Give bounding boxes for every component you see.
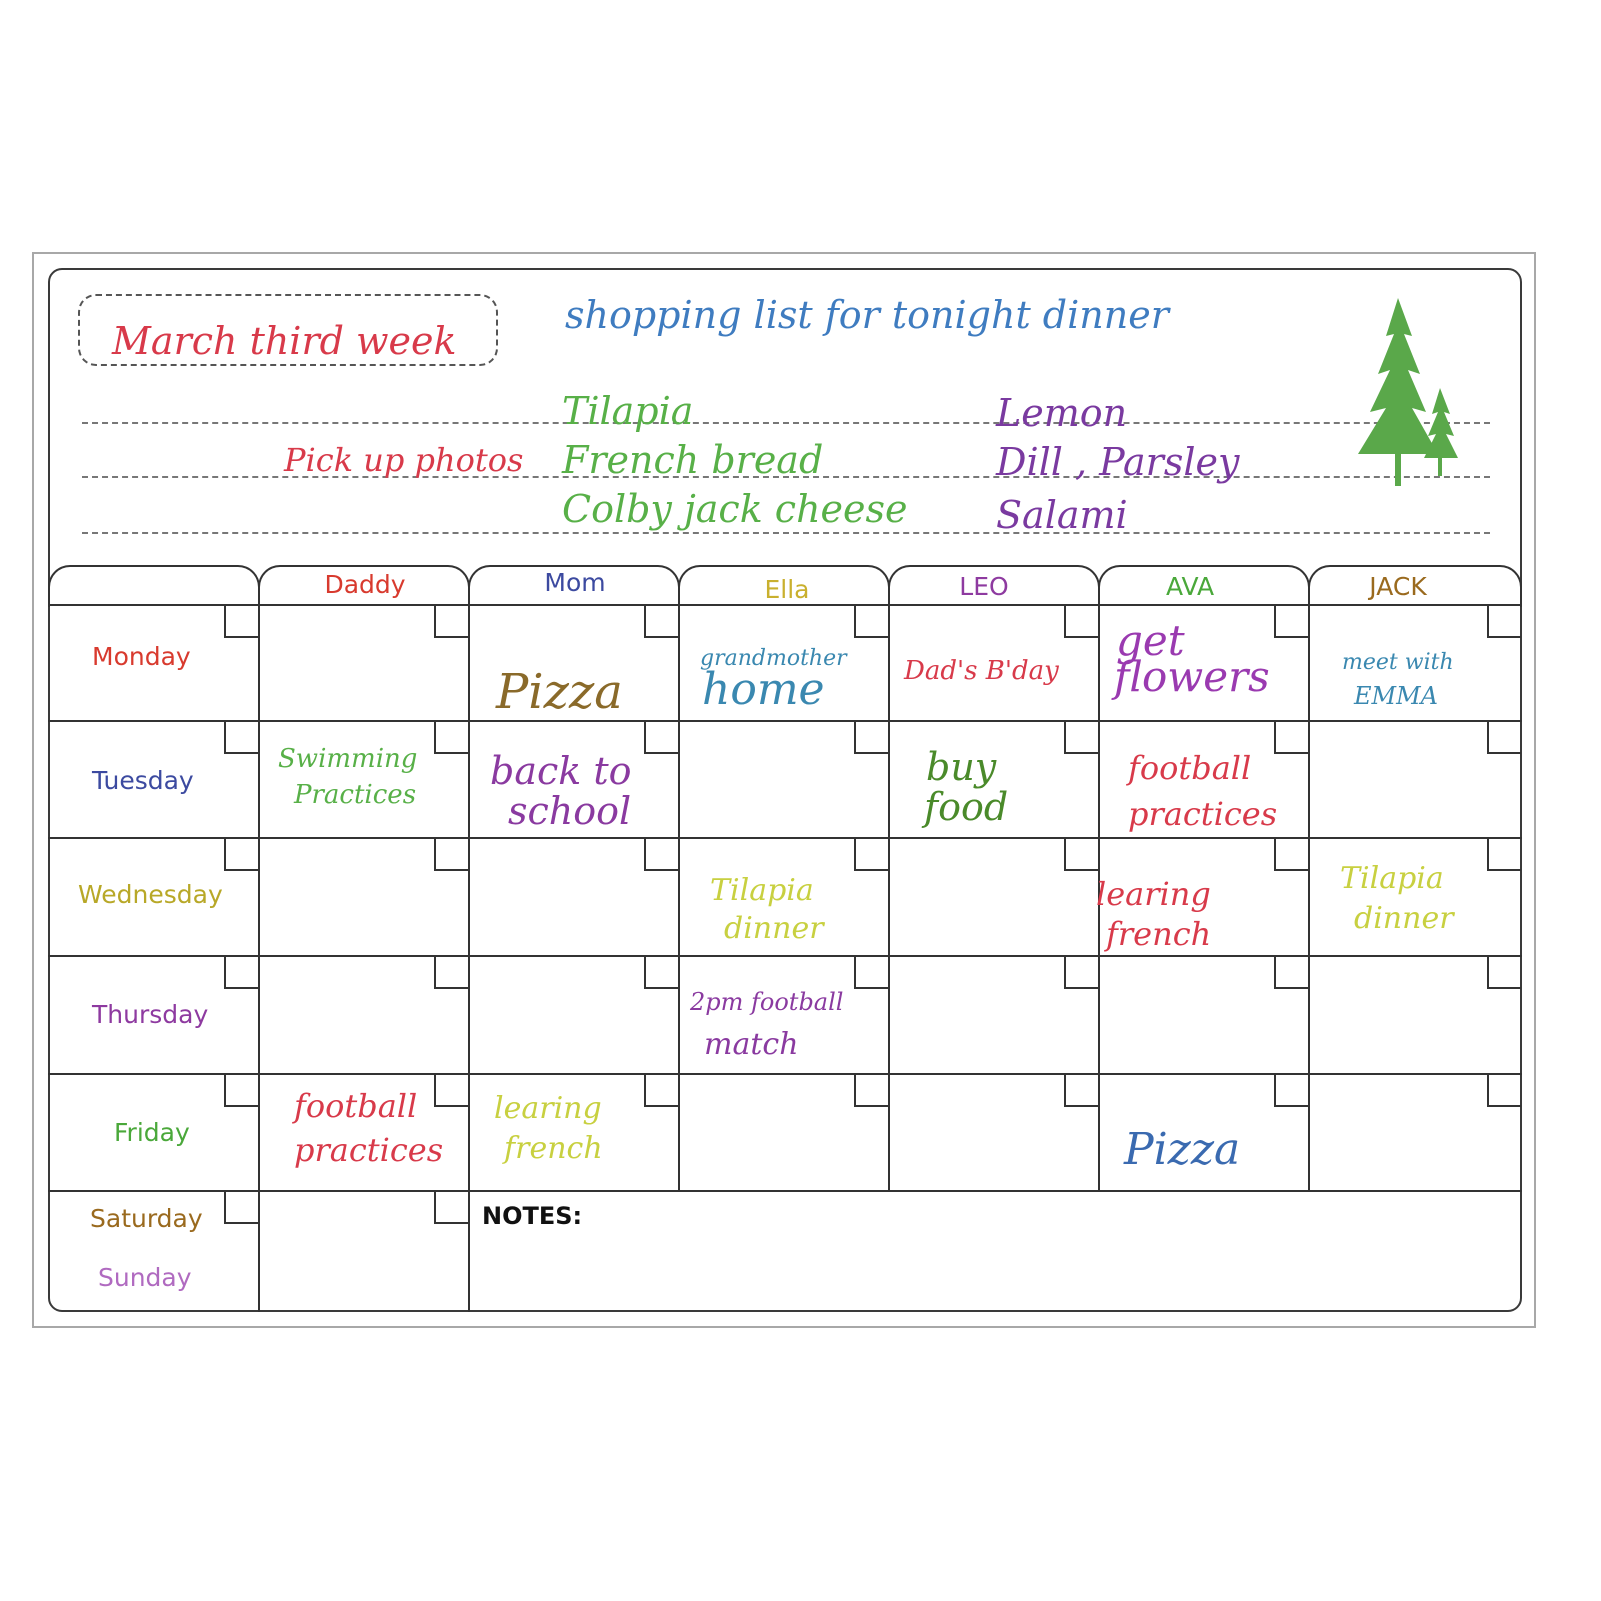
checkbox[interactable] — [1064, 955, 1098, 989]
entry-thu-ella: match — [704, 1027, 799, 1062]
day-label-sunday: Sunday — [98, 1263, 192, 1292]
checkbox[interactable] — [1487, 604, 1521, 638]
checkbox[interactable] — [644, 604, 678, 638]
entry-fri-daddy: practices — [294, 1131, 444, 1169]
checkbox[interactable] — [854, 720, 888, 754]
entry-fri-mom: french — [504, 1131, 603, 1166]
checkbox[interactable] — [1274, 604, 1308, 638]
day-label-thursday: Thursday — [92, 1000, 209, 1029]
entry-tue-daddy: Swimming — [278, 744, 418, 774]
entry-tue-mom: school — [508, 789, 632, 833]
entry-tue-leo: buy — [926, 745, 997, 789]
checkbox[interactable] — [644, 720, 678, 754]
checkbox[interactable] — [1487, 837, 1521, 871]
checkbox[interactable] — [224, 1073, 258, 1107]
column-label-ava: AVA — [1165, 572, 1215, 601]
entry-wed-ella: Tilapia — [710, 873, 814, 908]
checkbox[interactable] — [1064, 720, 1098, 754]
day-label-tuesday: Tuesday — [92, 766, 194, 795]
shopping-item: Salami — [996, 493, 1128, 537]
entry-tue-ava: practices — [1128, 795, 1278, 833]
checkbox[interactable] — [434, 837, 468, 871]
entry-fri-mom: learing — [494, 1091, 602, 1126]
entry-mon-jack: meet with — [1342, 650, 1454, 675]
checkbox[interactable] — [224, 955, 258, 989]
shopping-item: French bread — [562, 438, 824, 482]
checkbox[interactable] — [434, 1073, 468, 1107]
checkbox[interactable] — [644, 955, 678, 989]
checkbox[interactable] — [1274, 1073, 1308, 1107]
checkbox[interactable] — [644, 837, 678, 871]
entry-tue-mom: back to — [490, 749, 632, 793]
checkbox[interactable] — [854, 837, 888, 871]
checkbox[interactable] — [1487, 955, 1521, 989]
checkbox[interactable] — [1274, 720, 1308, 754]
entry-tue-daddy: Practices — [294, 780, 417, 810]
column-label-jack: JACK — [1369, 572, 1427, 601]
dashed-line-1 — [82, 422, 1490, 424]
checkbox[interactable] — [224, 720, 258, 754]
entry-tue-leo: food — [924, 785, 1009, 829]
day-label-wednesday: Wednesday — [78, 880, 223, 909]
shopping-item: Tilapia — [562, 389, 694, 433]
grid-line — [888, 604, 890, 1192]
checkbox[interactable] — [1064, 604, 1098, 638]
board-panel — [48, 268, 1522, 1312]
entry-wed-jack: dinner — [1354, 901, 1454, 936]
entry-mon-ava: get — [1116, 616, 1185, 665]
checkbox[interactable] — [1064, 1073, 1098, 1107]
checkbox[interactable] — [434, 604, 468, 638]
tab-blank — [48, 565, 260, 607]
grid-line — [468, 604, 470, 1312]
entry-wed-ava: french — [1106, 915, 1212, 953]
grid-line — [1308, 604, 1310, 1192]
entry-mon-mom: Pizza — [496, 664, 623, 720]
checkbox[interactable] — [1274, 837, 1308, 871]
entry-mon-ella: home — [702, 664, 825, 715]
checkbox[interactable] — [854, 604, 888, 638]
checkbox[interactable] — [224, 1190, 258, 1224]
checkbox[interactable] — [434, 955, 468, 989]
dashed-line-3 — [82, 532, 1490, 534]
entry-mon-leo: Dad's B'day — [904, 656, 1059, 686]
entry-fri-daddy: football — [294, 1087, 418, 1125]
entry-mon-ella: grandmother — [700, 646, 847, 671]
checkbox[interactable] — [644, 1073, 678, 1107]
entry-mon-jack: EMMA — [1354, 682, 1438, 710]
entry-thu-ella: 2pm football — [690, 988, 844, 1016]
pine-trees-icon — [1350, 296, 1470, 488]
checkbox[interactable] — [1487, 720, 1521, 754]
checkbox[interactable] — [854, 1073, 888, 1107]
entry-mon-ava: flowers — [1114, 652, 1270, 701]
entry-wed-ava: learing — [1096, 875, 1211, 913]
notes-label: NOTES: — [482, 1202, 583, 1230]
grid-line — [48, 1190, 1522, 1192]
entry-tue-ava: football — [1128, 749, 1252, 787]
checkbox[interactable] — [224, 837, 258, 871]
checkbox[interactable] — [1487, 1073, 1521, 1107]
entry-fri-ava: Pizza — [1124, 1124, 1241, 1175]
week-title: March third week — [112, 319, 457, 363]
grid-line — [678, 604, 680, 1192]
shopping-item: Lemon — [996, 391, 1128, 435]
grid-line — [258, 604, 260, 1312]
column-label-ella: Ella — [764, 575, 810, 604]
day-label-friday: Friday — [114, 1118, 190, 1147]
shopping-item: Dill , Parsley — [996, 440, 1240, 484]
checkbox[interactable] — [224, 604, 258, 638]
column-label-daddy: Daddy — [324, 570, 406, 599]
checkbox[interactable] — [1064, 837, 1098, 871]
checkbox[interactable] — [434, 720, 468, 754]
entry-wed-jack: Tilapia — [1340, 861, 1444, 896]
reminder-text: Pick up photos — [284, 441, 524, 479]
column-label-mom: Mom — [544, 568, 606, 597]
entry-wed-ella: dinner — [724, 911, 824, 946]
shopping-title: shopping list for tonight dinner — [565, 293, 1169, 337]
checkbox[interactable] — [854, 955, 888, 989]
checkbox[interactable] — [434, 1190, 468, 1224]
checkbox[interactable] — [1274, 955, 1308, 989]
column-label-leo: LEO — [959, 572, 1009, 601]
day-label-saturday: Saturday — [90, 1204, 203, 1233]
shopping-item: Colby jack cheese — [562, 487, 908, 531]
day-label-monday: Monday — [92, 642, 191, 671]
